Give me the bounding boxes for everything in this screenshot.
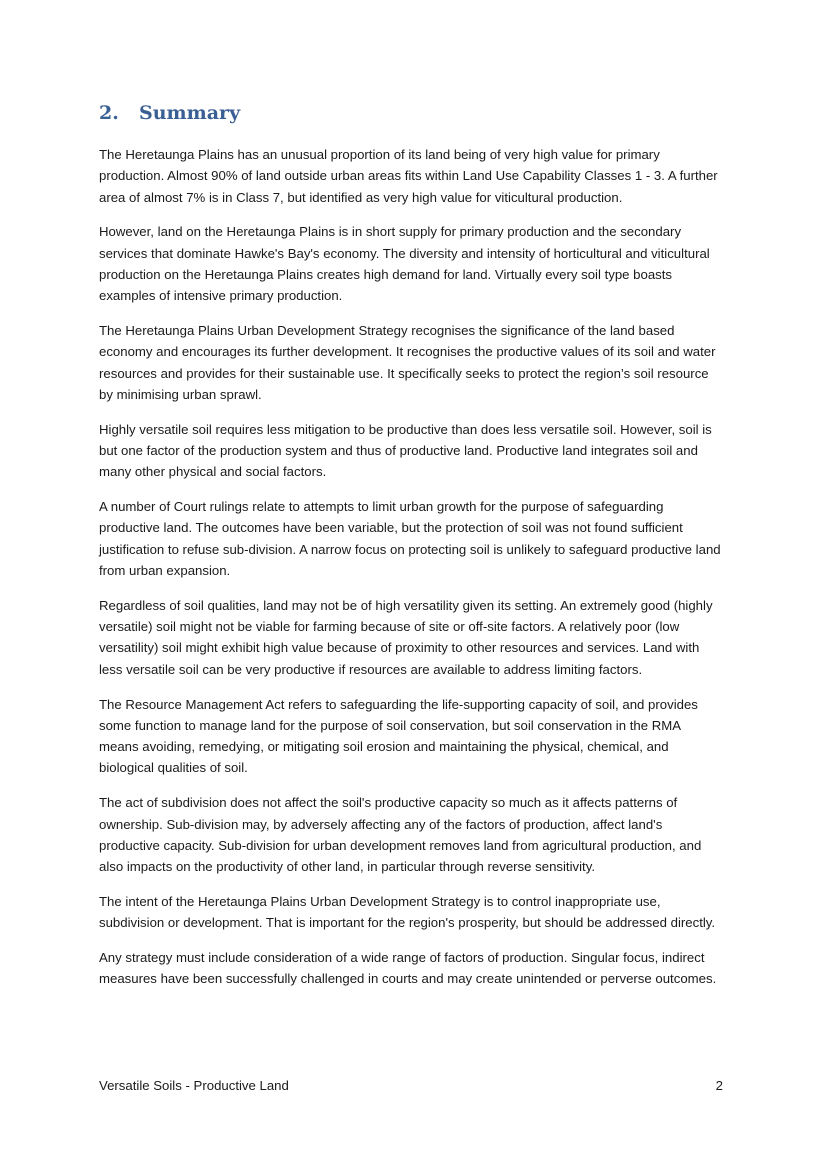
section-number: 2. (99, 102, 119, 124)
footer-document-title: Versatile Soils - Productive Land (99, 1078, 289, 1093)
paragraph: However, land on the Heretaunga Plains is in short supply for primary production and the secondary services that dominate Hawke's Bay's economy. The diversity and intensity of horticultural and viticultural production on the Heretaunga Plains creates high demand for land. Virtually every soil type boasts examples of intensive primary production. (99, 224, 710, 304)
paragraph: Regardless of soil qualities, land may not be of high versatility given its setting. An extremely good (highly versatile) soil might not be viable for farming because of site or off-site factors. A relatively poor (low versatility) soil might exhibit high value because of proximity to other resources and services. Land with less versatile soil can be very productive if resources are available to address limiting factors. (99, 597, 713, 677)
paragraph: The Heretaunga Plains has an unusual proportion of its land being of very high value for primary production. Almost 90% of land outside urban areas fits within Land Use Capability Classes 1 - 3. A further area of almost 7% is in Class 7, but identified as very high value for viticultural production. (99, 147, 718, 205)
paragraph: The act of subdivision does not affect the soil's productive capacity so much as it affects patterns of ownership. Sub-division may, by adversely affecting any of the factors of production, affect land's productive capacity. Sub-division for urban development removes land from agricultural production, and also impacts on the productivity of other land, in particular through reverse sensitivity. (99, 795, 702, 875)
paragraph: A number of Court rulings relate to attempts to limit urban growth for the purpose of safeguarding productive land. The outcomes have been variable, but the protection of soil was not found sufficient justification to refuse sub-division. A narrow focus on protecting soil is unlikely to safeguard productive land from urban expansion. (99, 499, 721, 579)
paragraph: The intent of the Heretaunga Plains Urban Development Strategy is to control inappropriate use, subdivision or development. That is important for the region's prosperity, but should be addressed directly. (99, 893, 716, 931)
paragraph: The Heretaunga Plains Urban Development Strategy recognises the significance of the land based economy and encourages its further development. It recognises the productive values of its soil and water resources and provides for their sustainable use. It specifically seeks to protect the region’s soil resource by minimising urban sprawl. (99, 323, 716, 402)
paragraph: Any strategy must include consideration of a wide range of factors of production. Singular focus, indirect measures have been successfully challenged in courts and may create unintended or perverse outcomes. (99, 950, 717, 987)
section-title: Summary (139, 102, 241, 124)
paragraph: The Resource Management Act refers to safeguarding the life-supporting capacity of soil, and provides some function to manage land for the purpose of soil conservation, but soil conservation in the RMA means avoiding, remedying, or mitigating soil erosion and maintaining the physical, chemical, and biological qualities of soil. (99, 696, 698, 776)
footer-page-number: 2 (715, 1078, 723, 1093)
document-body (99, 144, 723, 1003)
paragraph: Highly versatile soil requires less mitigation to be productive than does less versatile soil. However, soil is but one factor of the production system and thus of productive land. Productive land integrates soil and many other physical and social factors. (99, 421, 712, 480)
section-heading (99, 100, 240, 126)
